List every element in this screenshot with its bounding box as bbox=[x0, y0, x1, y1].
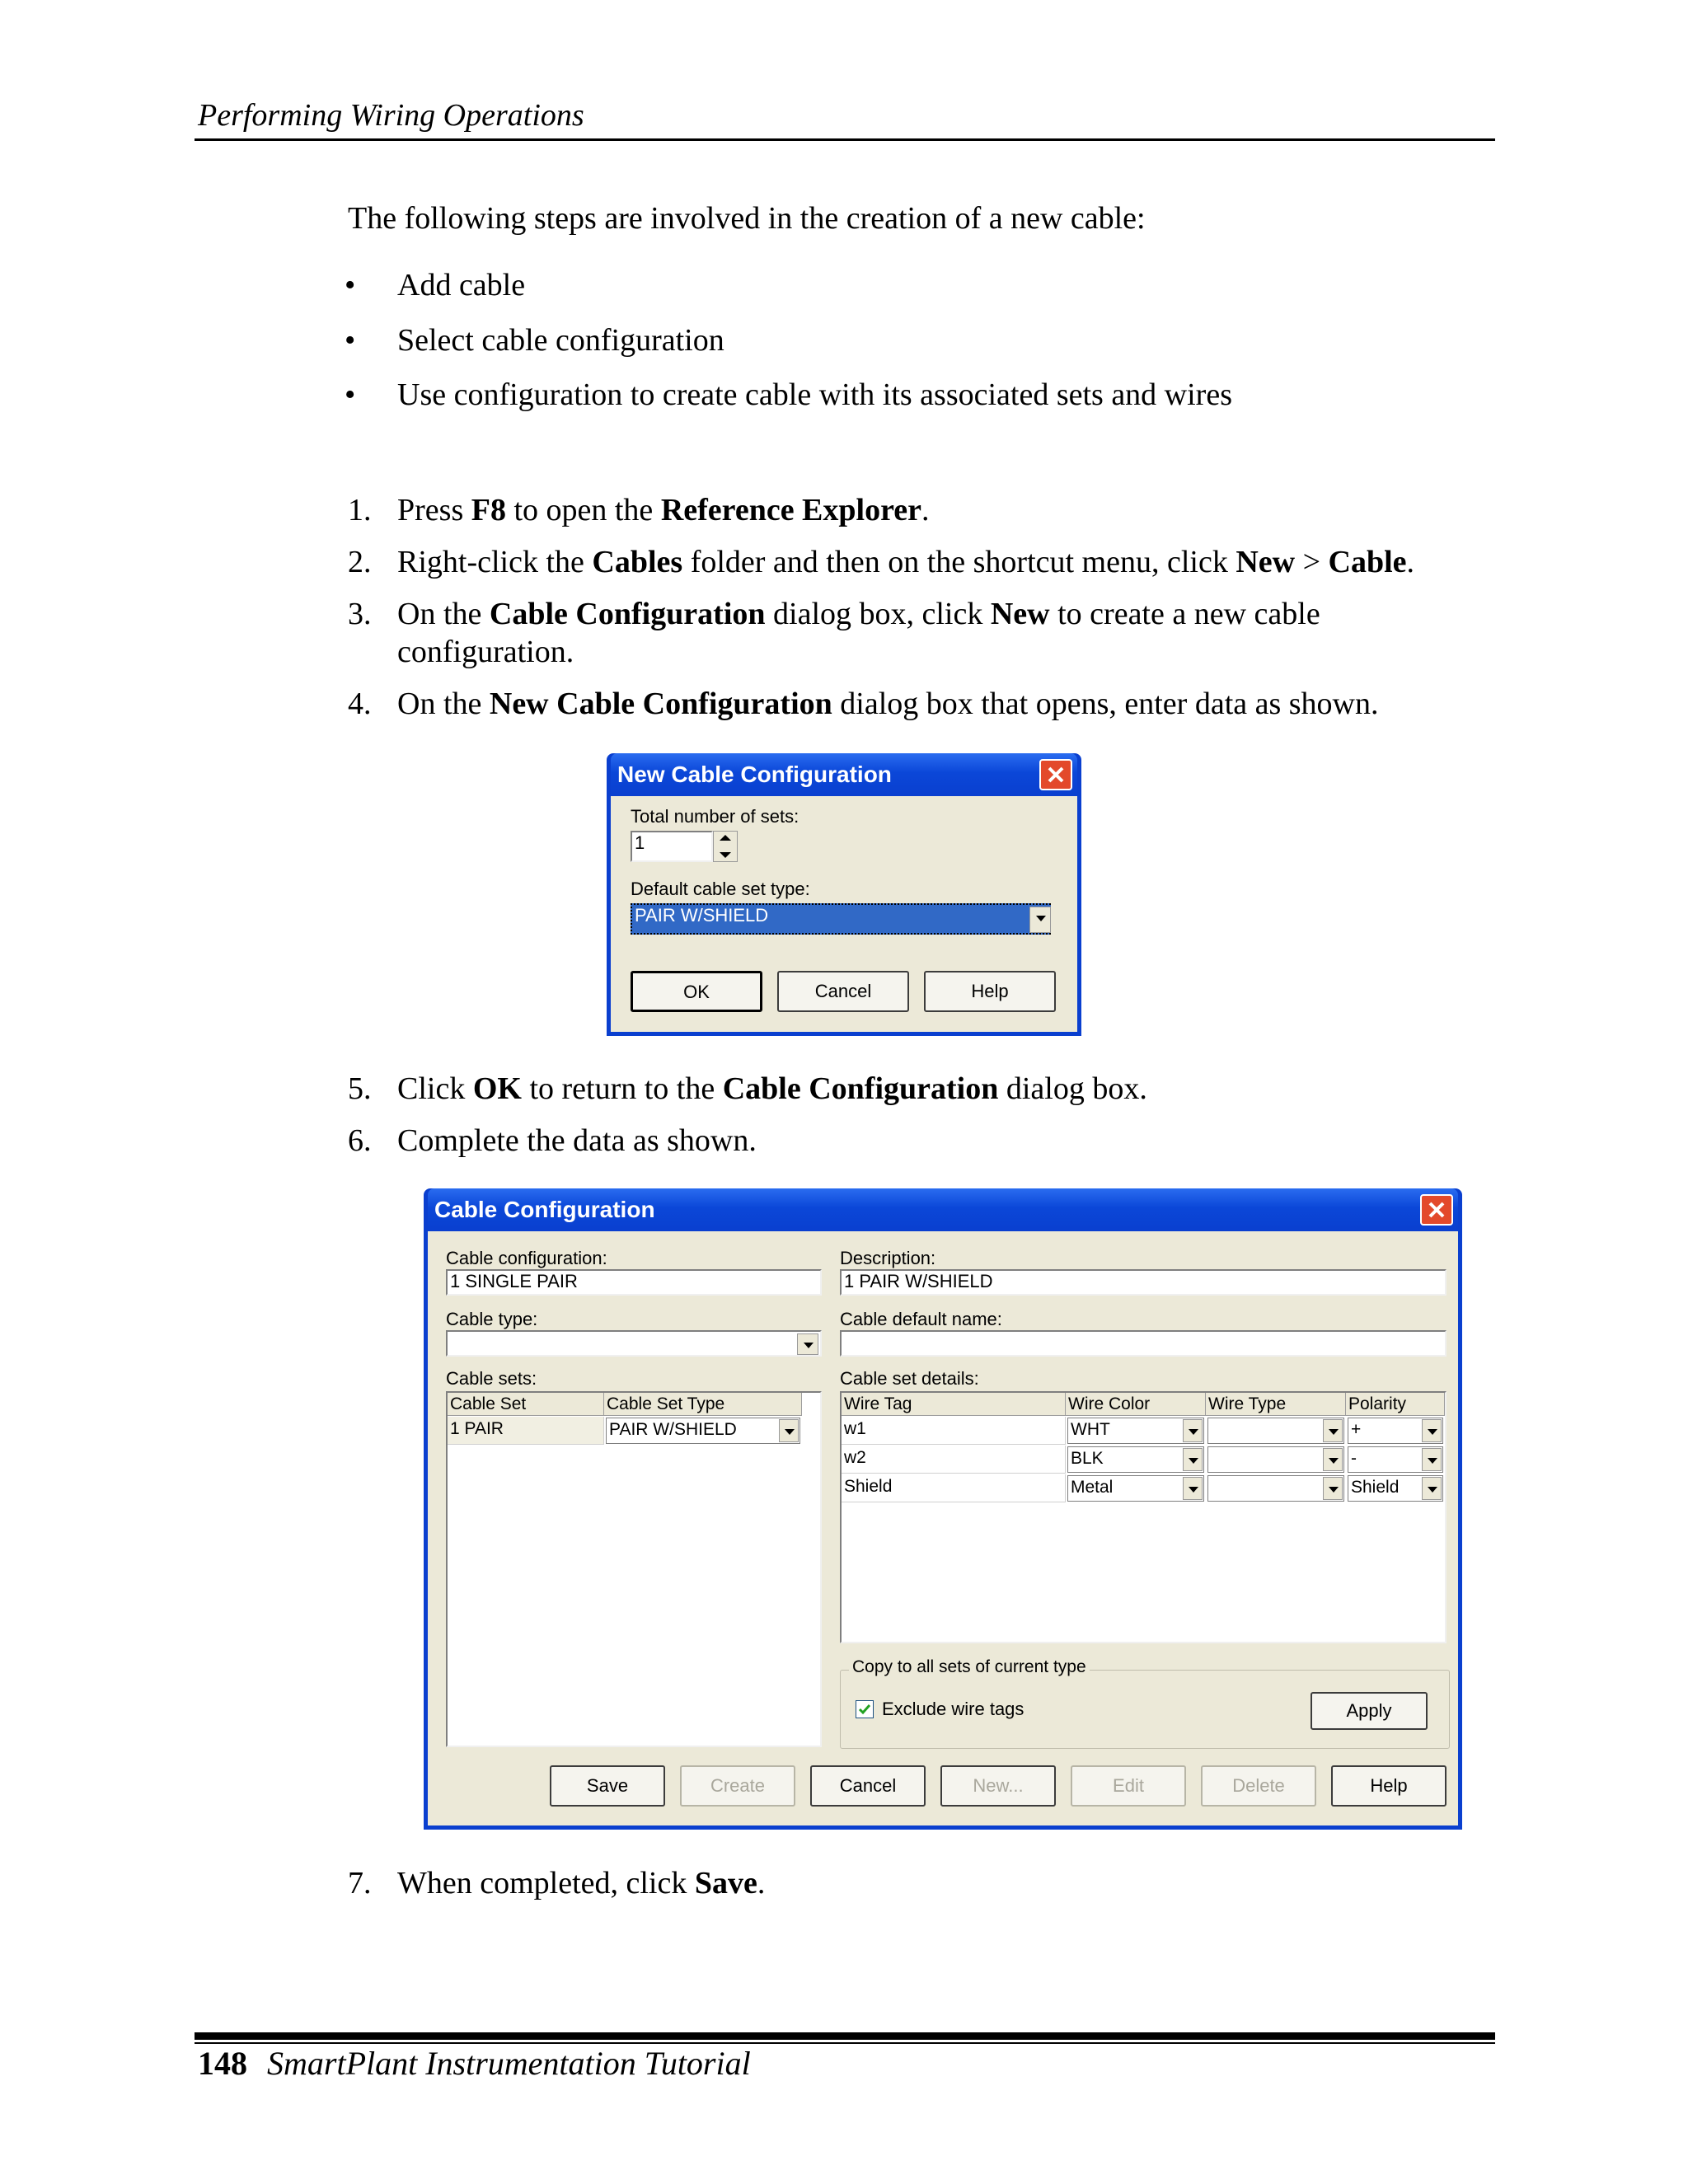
step-5-text: Click OK to return to the Cable Configuration dialog box. bbox=[397, 1071, 1147, 1106]
chevron-down-icon[interactable] bbox=[1183, 1448, 1203, 1471]
wire-tag-cell[interactable]: w1 bbox=[842, 1417, 1066, 1445]
column-header[interactable]: Wire Type bbox=[1206, 1393, 1346, 1416]
checkmark-icon bbox=[858, 1703, 871, 1716]
column-header[interactable]: Polarity bbox=[1346, 1393, 1445, 1416]
total-sets-spinner[interactable] bbox=[713, 831, 738, 862]
ok-button[interactable]: OK bbox=[631, 971, 762, 1012]
chevron-down-icon[interactable] bbox=[779, 1419, 799, 1442]
intro-paragraph: The following steps are involved in the creation of a new cable: bbox=[348, 201, 1146, 236]
step-number: 7. bbox=[348, 1866, 372, 1900]
dialog-title: Cable Configuration bbox=[434, 1197, 655, 1222]
column-header[interactable]: Cable Set Type bbox=[604, 1393, 802, 1416]
step-number: 1. bbox=[348, 493, 372, 527]
step-number: 4. bbox=[348, 687, 372, 721]
chevron-down-icon[interactable] bbox=[797, 1333, 818, 1355]
cable-sets-grid bbox=[446, 1391, 822, 1747]
new-button[interactable]: New... bbox=[940, 1765, 1056, 1807]
cable-configuration-input[interactable]: 1 SINGLE PAIR bbox=[446, 1269, 822, 1296]
cable-default-name-label: Cable default name: bbox=[840, 1309, 1002, 1329]
wire-tag-cell[interactable]: Shield bbox=[842, 1474, 1066, 1502]
default-cable-set-type-label: Default cable set type: bbox=[631, 879, 810, 899]
step-3-text: On the Cable Configuration dialog box, click New to create a new cable bbox=[397, 597, 1320, 631]
bullet-item: Select cable configuration bbox=[397, 323, 724, 358]
close-button[interactable] bbox=[1420, 1194, 1453, 1226]
step-6-text: Complete the data as shown. bbox=[397, 1123, 757, 1158]
step-number: 5. bbox=[348, 1071, 372, 1106]
chevron-down-icon[interactable] bbox=[1183, 1477, 1203, 1500]
create-button[interactable]: Create bbox=[680, 1765, 795, 1807]
polarity-value: Shield bbox=[1351, 1478, 1400, 1497]
page-footer bbox=[198, 2044, 751, 2083]
cable-configuration-dialog bbox=[424, 1188, 1462, 1830]
cable-default-name-input[interactable] bbox=[840, 1330, 1447, 1357]
step-number: 6. bbox=[348, 1123, 372, 1158]
chevron-down-icon[interactable] bbox=[1029, 907, 1051, 933]
cable-set-details-grid bbox=[840, 1391, 1447, 1643]
wire-color-value: BLK bbox=[1071, 1449, 1104, 1468]
edit-button[interactable]: Edit bbox=[1071, 1765, 1186, 1807]
wire-type-select[interactable] bbox=[1207, 1475, 1344, 1502]
dialog-body bbox=[428, 1231, 1458, 1825]
bullet-glyph: • bbox=[345, 377, 356, 412]
bullet-glyph: • bbox=[345, 268, 356, 302]
total-sets-label: Total number of sets: bbox=[631, 806, 799, 827]
cable-set-type-select[interactable] bbox=[606, 1418, 800, 1444]
wire-color-select[interactable] bbox=[1067, 1475, 1204, 1502]
apply-button[interactable]: Apply bbox=[1311, 1692, 1428, 1730]
step-7-text: When completed, click Save. bbox=[397, 1866, 766, 1900]
column-header[interactable]: Cable Set bbox=[448, 1393, 604, 1416]
close-icon bbox=[1428, 1202, 1445, 1218]
header-rule bbox=[195, 138, 1495, 141]
dialog-titlebar bbox=[428, 1188, 1458, 1231]
wire-color-select[interactable] bbox=[1067, 1446, 1204, 1473]
help-button[interactable]: Help bbox=[1331, 1765, 1447, 1807]
chevron-down-icon[interactable] bbox=[1183, 1419, 1203, 1442]
spin-down-icon[interactable] bbox=[720, 852, 731, 858]
close-button[interactable] bbox=[1039, 759, 1072, 790]
step-number: 2. bbox=[348, 545, 372, 579]
total-sets-input[interactable]: 1 bbox=[631, 831, 713, 862]
polarity-value: + bbox=[1351, 1420, 1362, 1439]
wire-color-value: Metal bbox=[1071, 1478, 1114, 1497]
cable-set-type-value: PAIR W/SHIELD bbox=[609, 1420, 737, 1439]
chevron-down-icon[interactable] bbox=[1323, 1477, 1343, 1500]
column-header[interactable]: Wire Tag bbox=[842, 1393, 1066, 1416]
book-title: SmartPlant Instrumentation Tutorial bbox=[267, 2045, 751, 2082]
step-2-text: Right-click the Cables folder and then on the shortcut menu, click New > Cable. bbox=[397, 545, 1415, 579]
close-icon bbox=[1048, 766, 1064, 783]
chevron-down-icon[interactable] bbox=[1323, 1419, 1343, 1442]
polarity-select[interactable] bbox=[1348, 1418, 1443, 1444]
wire-color-value: WHT bbox=[1071, 1420, 1110, 1439]
cancel-button[interactable]: Cancel bbox=[777, 971, 909, 1012]
description-input[interactable]: 1 PAIR W/SHIELD bbox=[840, 1269, 1447, 1296]
dialog-title: New Cable Configuration bbox=[617, 762, 892, 787]
delete-button[interactable]: Delete bbox=[1201, 1765, 1316, 1807]
running-head: Performing Wiring Operations bbox=[198, 98, 584, 133]
footer-rule bbox=[195, 2032, 1495, 2040]
dialog-body bbox=[611, 796, 1077, 1032]
wire-type-select[interactable] bbox=[1207, 1418, 1344, 1444]
exclude-wire-tags-label[interactable]: Exclude wire tags bbox=[882, 1699, 1025, 1719]
dialog-titlebar bbox=[611, 753, 1077, 796]
polarity-value: - bbox=[1351, 1449, 1357, 1468]
wire-color-select[interactable] bbox=[1067, 1418, 1204, 1444]
step-4-text: On the New Cable Configuration dialog box that opens, enter data as shown. bbox=[397, 687, 1379, 721]
cable-sets-label: Cable sets: bbox=[446, 1368, 537, 1389]
chevron-down-icon[interactable] bbox=[1323, 1448, 1343, 1471]
bullet-glyph: • bbox=[345, 323, 356, 358]
exclude-wire-tags-checkbox[interactable] bbox=[856, 1700, 874, 1718]
step-1-text: Press F8 to open the Reference Explorer. bbox=[397, 493, 930, 527]
default-cable-set-type-value: PAIR W/SHIELD bbox=[635, 905, 769, 926]
cable-type-label: Cable type: bbox=[446, 1309, 538, 1329]
polarity-select[interactable] bbox=[1348, 1446, 1443, 1473]
page-number: 148 bbox=[198, 2045, 247, 2082]
cable-type-select[interactable] bbox=[446, 1330, 822, 1357]
polarity-select[interactable] bbox=[1348, 1475, 1443, 1502]
chevron-down-icon[interactable] bbox=[1422, 1448, 1442, 1471]
copy-to-all-sets-group bbox=[840, 1657, 1450, 1749]
column-header[interactable]: Wire Color bbox=[1066, 1393, 1206, 1416]
wire-type-select[interactable] bbox=[1207, 1446, 1344, 1473]
table-cell[interactable]: 1 PAIR bbox=[448, 1417, 604, 1445]
new-cable-configuration-dialog bbox=[607, 753, 1081, 1036]
description-label: Description: bbox=[840, 1248, 936, 1268]
cable-configuration-label: Cable configuration: bbox=[446, 1248, 607, 1268]
help-button[interactable]: Help bbox=[924, 971, 1056, 1012]
chevron-down-icon[interactable] bbox=[1422, 1419, 1442, 1442]
save-button[interactable]: Save bbox=[550, 1765, 665, 1807]
default-cable-set-type-select[interactable] bbox=[631, 903, 1051, 935]
chevron-down-icon[interactable] bbox=[1422, 1477, 1442, 1500]
bullet-item: Add cable bbox=[397, 268, 526, 302]
wire-tag-cell[interactable]: w2 bbox=[842, 1446, 1066, 1474]
step-3-text-line2: configuration. bbox=[397, 635, 574, 669]
spin-up-icon[interactable] bbox=[720, 835, 731, 841]
step-number: 3. bbox=[348, 597, 372, 631]
bullet-item: Use configuration to create cable with its associated sets and wires bbox=[397, 377, 1232, 412]
cable-set-details-label: Cable set details: bbox=[840, 1368, 979, 1389]
cancel-button[interactable]: Cancel bbox=[810, 1765, 926, 1807]
group-title: Copy to all sets of current type bbox=[849, 1657, 1090, 1677]
